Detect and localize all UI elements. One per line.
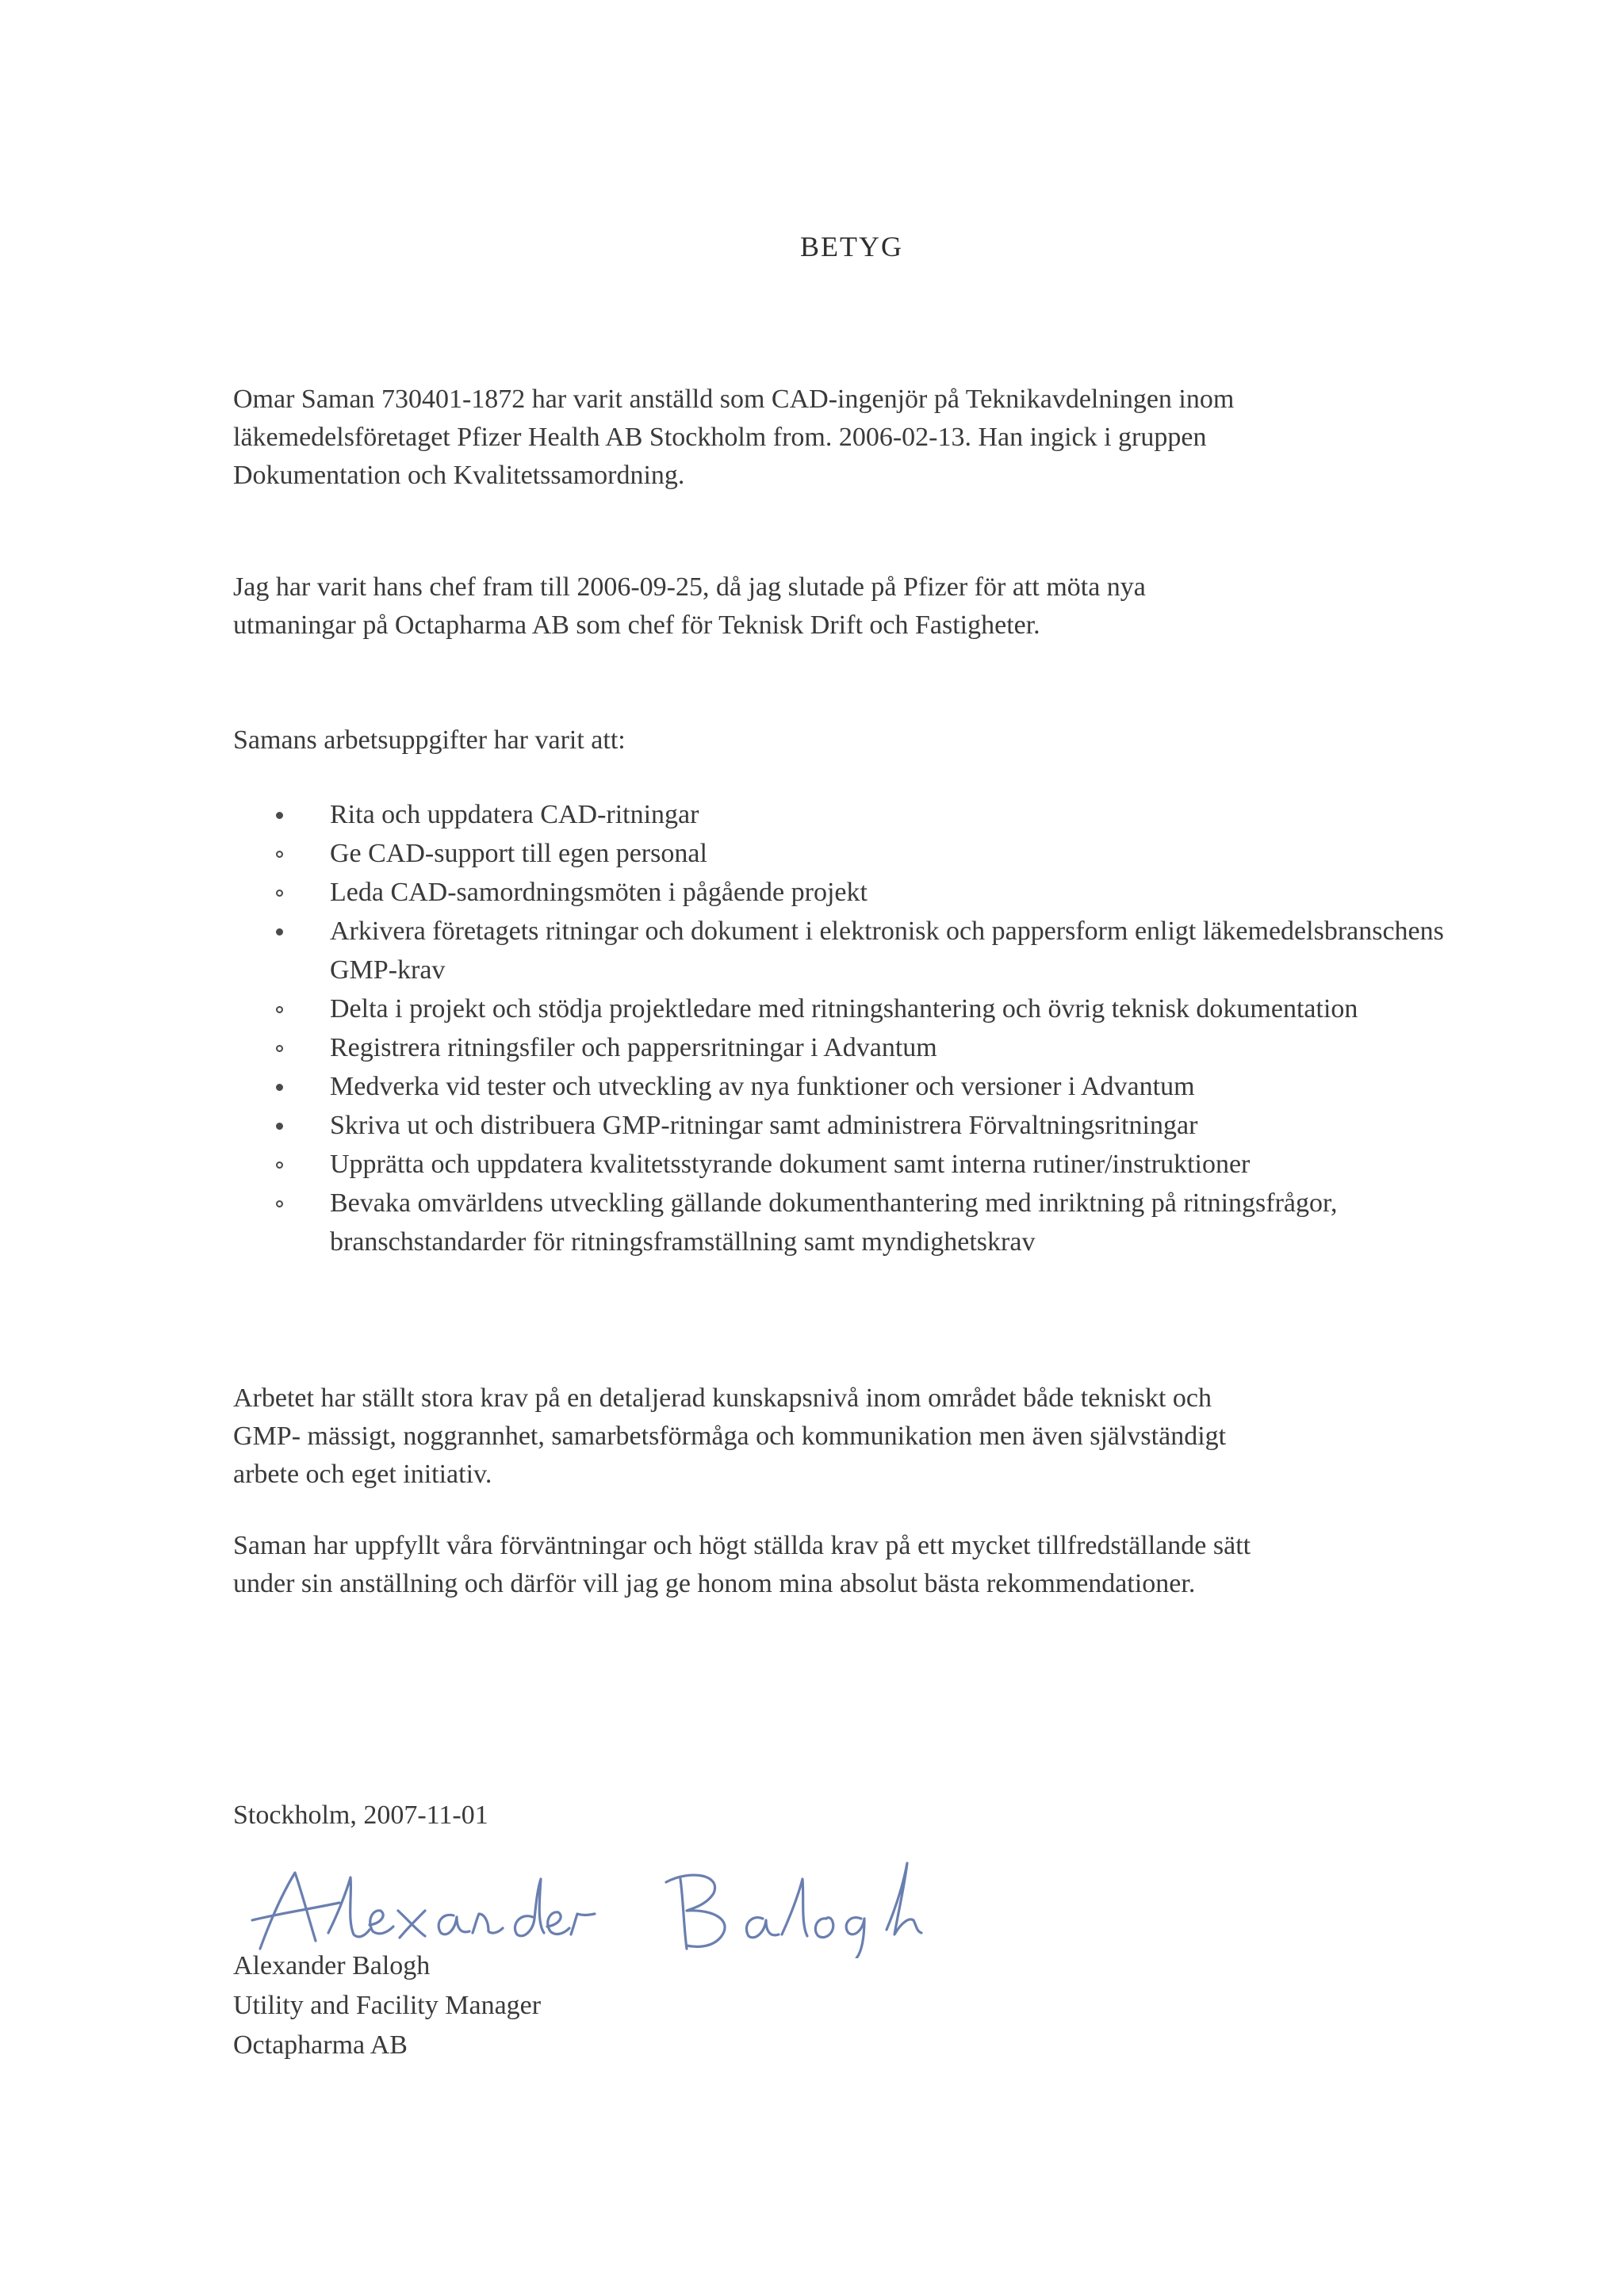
- task-item: [276, 1145, 1481, 1184]
- signer-block: [233, 1946, 541, 2065]
- recommendation-line: Saman har uppfyllt våra förväntningar och högt ställda krav på ett mycket tillfredställande sätt: [233, 1531, 1251, 1560]
- bullet-icon: [276, 928, 283, 936]
- task-item: [276, 1067, 1481, 1106]
- recommendation-line: under sin anställning och därför vill jag ge honom mina absolut bästa rekommendationer.: [233, 1569, 1196, 1598]
- intro-line: Omar Saman 730401-1872 har varit anställd som CAD-ingenjör på Teknikavdelningen inom: [233, 385, 1235, 414]
- signer-name: Alexander Balogh: [233, 1951, 431, 1980]
- manager-line: utmaningar på Octapharma AB som chef för Teknisk Drift och Fastigheter.: [233, 610, 1040, 640]
- requirements-line: GMP- mässigt, noggrannhet, samarbetsförmåga och kommunikation men även självständigt: [233, 1422, 1227, 1451]
- bullet-icon: [276, 1084, 283, 1091]
- task-item: [276, 1184, 1481, 1261]
- task-item: [276, 795, 1481, 834]
- task-item: [276, 1106, 1481, 1145]
- task-text: Registrera ritningsfiler och pappersritningar i Advantum: [330, 1033, 937, 1062]
- intro-line: Dokumentation och Kvalitetssamordning.: [233, 461, 685, 490]
- handwritten-signature: [246, 1847, 959, 1958]
- task-item: [276, 873, 1481, 912]
- task-text: Medverka vid tester och utveckling av nya funktioner och versioner i Advantum: [330, 1072, 1195, 1101]
- bullet-icon: [276, 1123, 283, 1130]
- task-item: [276, 1028, 1481, 1067]
- task-item: [276, 834, 1481, 873]
- task-text: Upprätta och uppdatera kvalitetsstyrande dokument samt interna rutiner/instruktioner: [330, 1150, 1251, 1179]
- bullet-icon: [276, 851, 283, 858]
- manager-line: Jag har varit hans chef fram till 2006-09-25, då jag slutade på Pfizer för att möta nya: [233, 572, 1146, 602]
- task-item: [276, 989, 1481, 1028]
- signer-role: Utility and Facility Manager: [233, 1991, 542, 2020]
- manager-paragraph: [233, 568, 1470, 645]
- intro-line: läkemedelsföretaget Pfizer Health AB Stockholm from. 2006-02-13. Han ingick i gruppen: [233, 423, 1207, 452]
- task-text: Leda CAD-samordningsmöten i pågående projekt: [330, 878, 868, 907]
- bullet-icon: [276, 812, 283, 819]
- task-item: [276, 912, 1481, 989]
- bullet-icon: [276, 1006, 283, 1013]
- bullet-icon: [276, 1045, 283, 1052]
- requirements-line: Arbetet har ställt stora krav på en detaljerad kunskapsnivå inom området både tekniskt och: [233, 1383, 1212, 1413]
- tasks-heading: Samans arbetsuppgifter har varit att:: [233, 725, 626, 755]
- requirements-line: arbete och eget initiativ.: [233, 1460, 492, 1489]
- task-text: Bevaka omvärldens utveckling gällande dokumenthantering med inriktning på ritningsfrågor, branschstandarder för ritningsframställning samt myndighetskrav: [330, 1188, 1338, 1257]
- task-text: Arkivera företagets ritningar och dokument i elektronisk och pappersform enligt läkemedelsbranschens GMP-krav: [330, 916, 1444, 985]
- document-title: BETYG: [800, 231, 903, 262]
- bullet-icon: [276, 1161, 283, 1169]
- place-date: Stockholm, 2007-11-01: [233, 1800, 488, 1830]
- task-text: Ge CAD-support till egen personal: [330, 839, 707, 868]
- intro-paragraph: [233, 381, 1470, 495]
- requirements-paragraph: [233, 1380, 1470, 1494]
- task-text: Rita och uppdatera CAD-ritningar: [330, 800, 699, 829]
- bullet-icon: [276, 890, 283, 897]
- signer-company: Octapharma AB: [233, 2030, 408, 2060]
- recommendation-paragraph: [233, 1527, 1470, 1603]
- task-list: [276, 795, 1481, 1261]
- task-text: Delta i projekt och stödja projektledare med ritningshantering och övrig teknisk dokumentation: [330, 994, 1358, 1024]
- task-text: Skriva ut och distribuera GMP-ritningar samt administrera Förvaltningsritningar: [330, 1111, 1198, 1140]
- bullet-icon: [276, 1200, 283, 1207]
